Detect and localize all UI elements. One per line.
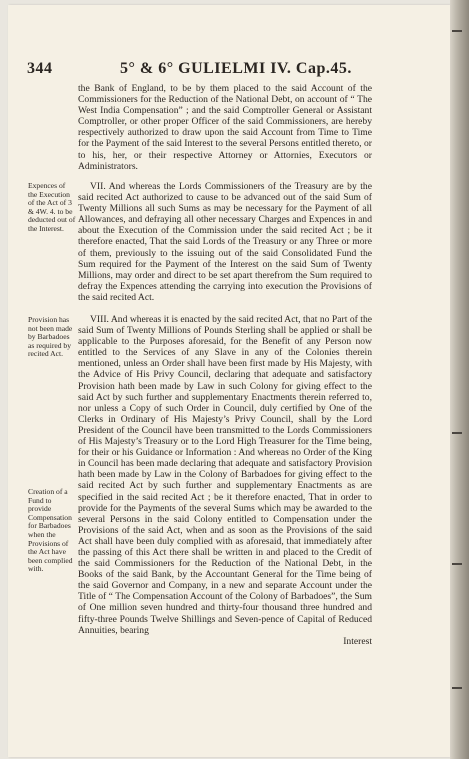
book-spine: [450, 0, 469, 759]
margin-note: Expences of the Execution of the Act of 3 & 4W. 4. to be deducted out of the Interest.: [28, 181, 76, 233]
running-title: 5° & 6° GULIELMI IV. Cap.45.: [120, 60, 352, 77]
margin-note: Creation of a Fund to provide Compensation for Barbadoes when the Provisions of the Act have been complied with.: [28, 487, 73, 574]
body-paragraph: [78, 314, 372, 647]
page-edge-mark: [452, 687, 462, 689]
margin-note: Provision has not been made by Barbadoes as required by recited Act.: [28, 315, 73, 359]
page-number: 344: [27, 60, 53, 77]
body-paragraph: [78, 181, 372, 303]
section-vii: VII. And whereas the Lords Commissioners of the Treasury are by the said recited Act authorized to cause to be advanced out of the said Sum of Twenty Millions all such Sums as may be necessary for the Payment of all Allowances, and defraying all other necessary Charges and Expences in and about the Execution of the Commission under the said recited Act ; be it therefore enacted, That the said Lords of the Treasury or any Three or more of them, previously to the issuing out of the said Consolidated Fund the Sum required for the Payment of the Interest on the said Sum of Twenty Millions, may order and direct to be set apart therefrom the Sum required to defray the Expences attending the carrying into execution the Provisions of the said recited Act.: [78, 181, 372, 303]
catchword: Interest: [343, 635, 372, 647]
section-viii: VIII. And whereas it is enacted by the said recited Act, that no Part of the said Sum of Twenty Millions of Pounds Sterling shall be applied or shall be applicable to the Purposes aforesaid, for the Benefit of any Person now entitled to the Services of any Slave in any of the Colonies therein mentioned, unless an Order shall have been first made by His Majesty, with the Advice of His Privy Council, declaring that adequate and satisfactory Provision hath been made by Law in such Colony for giving effect to the said Act by such further and supplementary Enactments therein referred to, nor unless a Copy of such Order in Council, duly certified by One of the Clerks in Ordinary of His Majesty’s Privy Council, shall by the Lord President of the Council have been transmitted to the Lords Commissioners of His Majesty’s Treasury or to the Lord High Treasurer for the Time being, for their or his Guidance or Information : And whereas no Order of the King in Council has been made declaring that adequate and satisfactory Provision hath been made by Law in the Colony of Barbadoes for giving effect to the said recited Act by such further and supplementary Enactments as are specified in the said recited Act ; be it therefore enacted, That in order to provide for the Payments of the several Sums which may be awarded to the several Persons in the said Colony entitled to Compensation under the Provisions of the said Act, when and as soon as the Provisions of the said Act shall have been duly complied with as aforesaid, that immediately after the passing of this Act there shall be written in and placed to the Credit of the said Commissioners for the Reduction of the National Debt, in the Books of the said Bank, by the Accountant General for the Time being of the said Governor and Company, in a new and separate Account under the Title of “ The Compensation Account of the Colony of Barbadoes”, the Sum of One million seven hundred and thirty-four thousand three hundred and fifty-three Pounds Twelve Shillings and Seven-pence of Capital of Reduced Annuities, bearing: [78, 314, 372, 636]
page-edge-mark: [452, 563, 462, 565]
page-edge-mark: [452, 432, 462, 434]
page-edge-mark: [452, 30, 462, 32]
body-paragraph: [78, 83, 372, 172]
paragraph-continuation: the Bank of England, to be by them placed to the said Account of the Commissioners for the Reduction of the National Debt, on account of “ The West India Compensation” ; and the said Comptroller General or Assistant Comptroller, or other proper Officer of the said Commissioners, are hereby respectively authorized to draw upon the said Account from Time to Time for the Payment of the said Interest to the several Persons entitled thereto, or to his, her, or their respective Attorney or Attornies, Executors or Administrators.: [78, 83, 372, 172]
